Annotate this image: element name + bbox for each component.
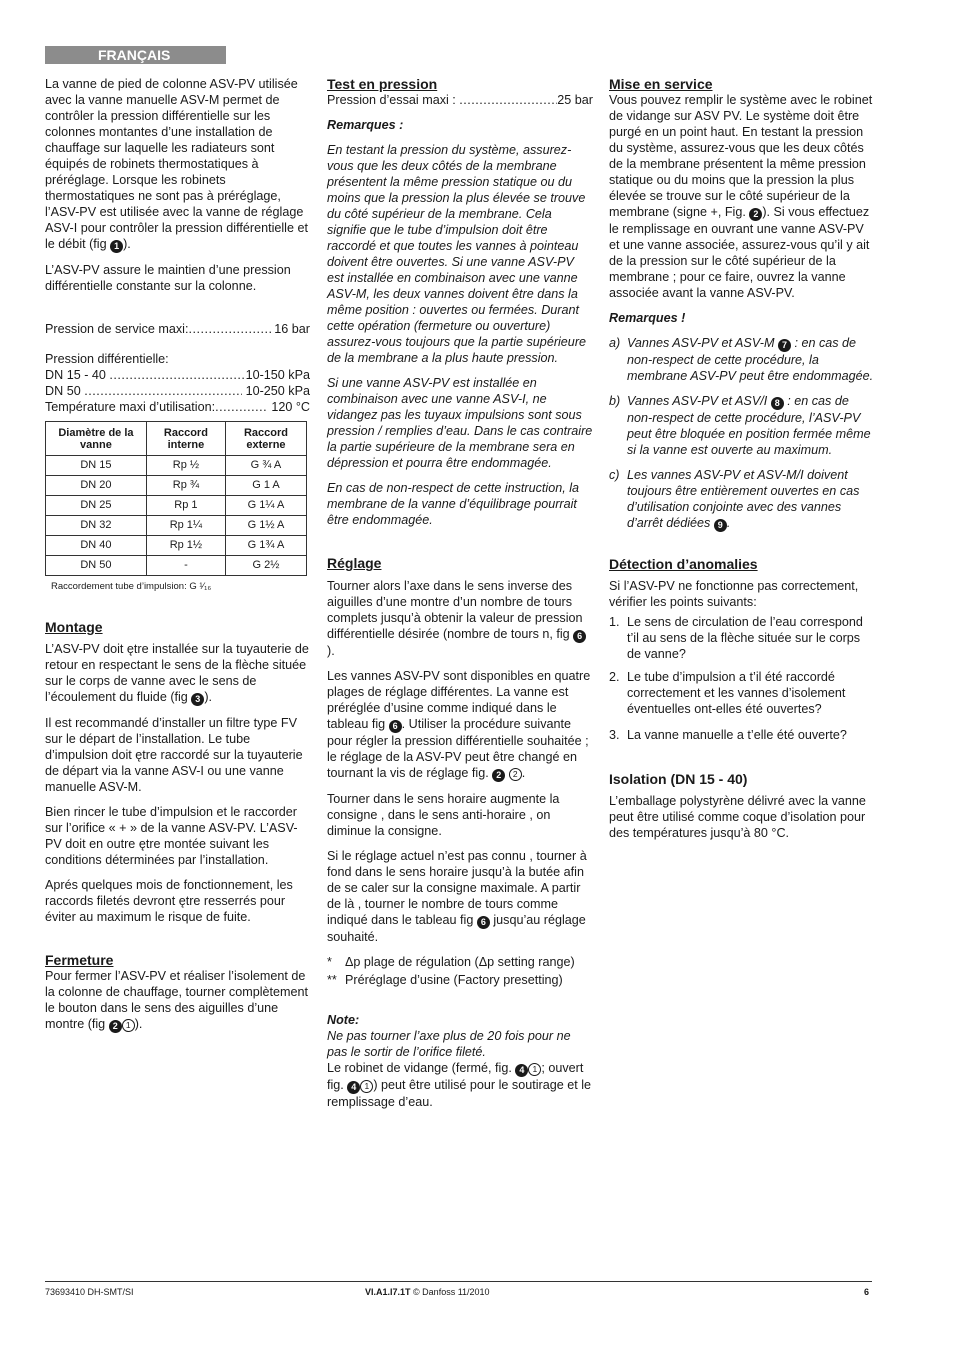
spec-dn50: DN 50 ..... 10-250 kPa: [45, 383, 310, 399]
table-row: DN 32 Rp 1¼ G 1½ A: [46, 516, 307, 536]
remark-item: c) Les vannes ASV-PV et ASV-M/I doivent toujours être entièrement ouvertes en cas d’utilisation conjointe avec des vannes d’arrêt dédiées 9 .: [609, 468, 860, 530]
spec-temperature: Température maxi d’utilisation: ..... 120 °C: [45, 399, 310, 415]
section-title-detection: Détection d’anomalies: [609, 556, 758, 572]
list-item: 3. La vanne manuelle a t’elle été ouverte?: [609, 728, 847, 742]
column-middle: [327, 76, 593, 1110]
figure-ref: 1: [110, 240, 123, 253]
remarks-paragraph: En cas de non-respect de cette instruction, la membrane de la vanne d’équilibrage pourrait être endommagée.: [327, 481, 580, 527]
table-row: DN 40 Rp 1½ G 1¾ A: [46, 536, 307, 556]
connection-table: [45, 421, 307, 576]
montage-paragraph: Il est recommandé d’installer un filtre type FV sur le départ de l’installation. Le tube d’impulsion doit ętre raccordé sur la tuyauterie de départ via la vanne ASV-I ou une vanne manuelle ASV-M.: [45, 716, 303, 794]
column-right: [609, 76, 875, 850]
spec-service-pressure: Pression de service maxi: ..... 16 bar: [45, 321, 310, 337]
footer-code: 73693410 DH-SMT/SI: [45, 1287, 134, 1297]
remark-item: b) Vannes ASV-PV et ASV/I 8 : en cas de non-respect de cette procédure, l’ASV-PV peut être bloquée en position fermée même si la vanne est ouverte au maximum.: [609, 394, 871, 457]
note-italic: Ne pas tourner l’axe plus de 20 fois pour ne pas le sortir de l’orifice fileté.: [327, 1029, 571, 1059]
reglage-paragraph: Tourner alors l’axe dans le sens inverse des aiguilles d’une montre d’un nombre de tours complets jusqu’à obtenir la valeur de pression différentielle désirée (nombre de tours n, fig 6).: [327, 578, 593, 659]
list-item: 1. Le sens de circulation de l’eau correspond t’il au sens de la flèche située sur le corps de vanne?: [609, 615, 863, 661]
spec-dn15-40: DN 15 - 40 ..... 10-150 kPa: [45, 367, 310, 383]
figure-ref: 7: [778, 339, 791, 352]
table-row: DN 25 Rp 1 G 1¼ A: [46, 496, 307, 516]
table-note: Raccordement tube d’impulsion: G ¹⁄₁₆: [51, 581, 212, 592]
column-left: [45, 76, 310, 1042]
remark-item: a) Vannes ASV-PV et ASV-M 7 : en cas de non-respect de cette procédure, la membrane ASV-PV peut être endommagée.: [609, 336, 874, 383]
table-header: Raccord interne: [146, 422, 225, 456]
note-paragraph: Le robinet de vidange (fermé, fig. 4 1 ; ouvert fig. 4 1 ) peut être utilisé pour le soutirage et le remplissage d’eau.: [327, 1061, 592, 1109]
figure-subref: 1: [122, 1019, 135, 1032]
section-title-montage: Montage: [45, 619, 103, 635]
section-title-isolation: Isolation (DN 15 - 40): [609, 771, 748, 787]
figure-ref: 2: [749, 208, 762, 221]
table-row: DN 15 Rp ½ G ¾ A: [46, 456, 307, 476]
section-title-mise: Mise en service: [609, 76, 713, 92]
montage-paragraph: Aprés quelques mois de fonctionnement, les raccords filetés devront ętre resserrés pour éviter au maximum le risque de fuite.: [45, 878, 293, 924]
table-header: Raccord externe: [225, 422, 306, 456]
footnote: * Δp plage de régulation (Δp setting range): [327, 955, 575, 969]
montage-paragraph: L’ASV-PV doit ętre installée sur la tuyauterie de retour en respectant le sens de la flèche située sur le corps de vanne avec le sens de l’écoulement du fluide (fig 3 ).: [45, 642, 309, 704]
footer-rule: [45, 1281, 872, 1282]
reglage-paragraph: Les vannes ASV-PV sont disponibles en quatre plages de réglage différentes. La vanne est préréglée d’usine comme indiqué dans le tableau fig 6 . Utiliser la procédure suivante pour régler la pression différentielle souhaitée ; le réglage de la ASV-PV peut être changé en tournant la vis de réglage fig. 2 2 .: [327, 669, 591, 780]
section-title-fermeture: Fermeture: [45, 952, 114, 968]
remarks-label: Remarques :: [327, 118, 404, 132]
table-row: DN 20 Rp ¾ G 1 A: [46, 476, 307, 496]
detection-paragraph: Si l’ASV-PV ne fonctionne pas correctement, vérifier les points suivants:: [609, 579, 859, 609]
table-header: Diamètre de la vanne: [46, 422, 147, 456]
spec-test-pressure: Pression d’essai maxi : ..... 25 bar: [327, 92, 593, 108]
language-tab: FRANÇAIS: [45, 46, 226, 64]
intro-paragraph-2: L’ASV-PV assure le maintien d’une pression différentielle constante sur la colonne.: [45, 263, 291, 293]
figure-subref: 2: [509, 768, 522, 781]
remarks-paragraph: Si une vanne ASV-PV est installée en combinaison avec une vanne ASV-I, ne vidangez pas les tuyaux impulsions sont sous pression / remplies d’eau. Dans le cas contraire la partie supérieure de la membrane sera en dépression et pourra être endommagée.: [327, 376, 593, 470]
figure-ref: 2: [492, 769, 505, 782]
figure-subref: 1: [528, 1063, 541, 1076]
figure-ref: 6: [573, 630, 586, 643]
remarks-label: Remarques !: [609, 311, 686, 325]
figure-ref: 8: [771, 397, 784, 410]
figure-ref: 6: [477, 916, 490, 929]
figure-ref: 3: [191, 693, 204, 706]
montage-paragraph: Bien rincer le tube d’impulsion et le raccorder sur l’orifice « + » de la vanne ASV-PV. L’ASV-PV doit en outre ętre montée suivant les conditions déterminées par l’installation.: [45, 805, 298, 867]
reglage-paragraph: Si le réglage actuel n’est pas connu , tourner à fond dans le sens horaire jusqu’à la butée afin de se caler sur la consigne maximale. A partir de là , tourner le nombre de tours comme indiqué dans le tableau fig 6 jusqu’au réglage souhaité.: [327, 849, 587, 944]
remarks-paragraph: En testant la pression du système, assurez-vous que les deux côtés de la membrane présentent la même pression statique ou du moins que la pression la plus élevée se trouve du côté supérieur de la membrane. Cela signifie que le tube d’impulsion doit être raccordé et que toutes les vannes à pointeau doivent être ouvertes. Si une vanne ASV-PV est installée en combinaison avec une vanne ASV-M, les deux vannes doivent être dans la même position : ouvertes ou fermées. Durant cette opération (fermeture ou ouverture) assurez-vous toujours que la partie supérieure de la membrane a la plus haute pression.: [327, 143, 587, 365]
note-label: Note:: [327, 1013, 360, 1027]
intro-paragraph: La vanne de pied de colonne ASV-PV utilisée avec la vanne manuelle ASV-M permet de contrôler la pression différentielle sur les colonnes montantes d’une installation de chauffage sur laquelle les radiateurs sont équipés de robinets thermostatiques à préréglage. Lorsque les robinets thermostatiques ne sont pas à préréglage, l’ASV-PV est utilisée avec la vanne de réglage ASV-I pour contrôler la pression différentielle et le débit (fig 1 ).: [45, 77, 308, 251]
section-title-test: Test en pression: [327, 76, 438, 92]
figure-ref: 4: [347, 1081, 360, 1094]
figure-ref: 6: [389, 720, 402, 733]
footnote: ** Préréglage d’usine (Factory presetting): [327, 973, 563, 987]
footer-reference: VI.A1.I7.1T © Danfoss 11/2010: [365, 1287, 490, 1297]
fermeture-paragraph: Pour fermer l’ASV-PV et réaliser l’isolement de la colonne de chauffage, tourner complètement le bouton dans le sens des aiguilles d’une montre (fig 2 1 ).: [45, 969, 309, 1031]
page-number: 6: [864, 1287, 870, 1297]
table-row: DN 50 - G 2½: [46, 556, 307, 576]
section-title-reglage: Réglage: [327, 555, 382, 571]
reglage-paragraph: Tourner dans le sens horaire augmente la consigne , dans le sens anti-horaire , on diminue la consigne.: [327, 792, 560, 838]
figure-ref: 4: [515, 1064, 528, 1077]
isolation-paragraph: L’emballage polystyrène délivré avec la vanne peut être utilisé comme coque d’isolation pour des températures jusqu’à 80 °C.: [609, 794, 866, 840]
mise-paragraph: Vous pouvez remplir le système avec le robinet de vidange sur ASV PV. Le système doit être purgé en un point haut. En testant la pression du système, assurez-vous que les deux côtés de la membrane présentent la même pression statique ou du moins que la pression la plus élevée se trouve sur le côté supérieur de la membrane (signe +, Fig. 2 ). Si vous effectuez le remplissage en ouvrant une vanne ASV-PV et une vanne associée, assurez-vous qu’il y ait de la pression sur le côté supérieur de la membrane ; pour ce faire, ouvrez la vanne associée avant la vanne ASV-PV.: [609, 93, 873, 300]
figure-subref: 1: [360, 1080, 373, 1093]
spec-diff-label: Pression différentielle:: [45, 352, 169, 366]
list-item: 2. Le tube d’impulsion a t’il été raccordé correctement et les vannes d’isolement éventuelles ont-elles été ouvertes?: [609, 670, 846, 716]
figure-ref: 9: [714, 519, 727, 532]
figure-ref: 2: [109, 1020, 122, 1033]
